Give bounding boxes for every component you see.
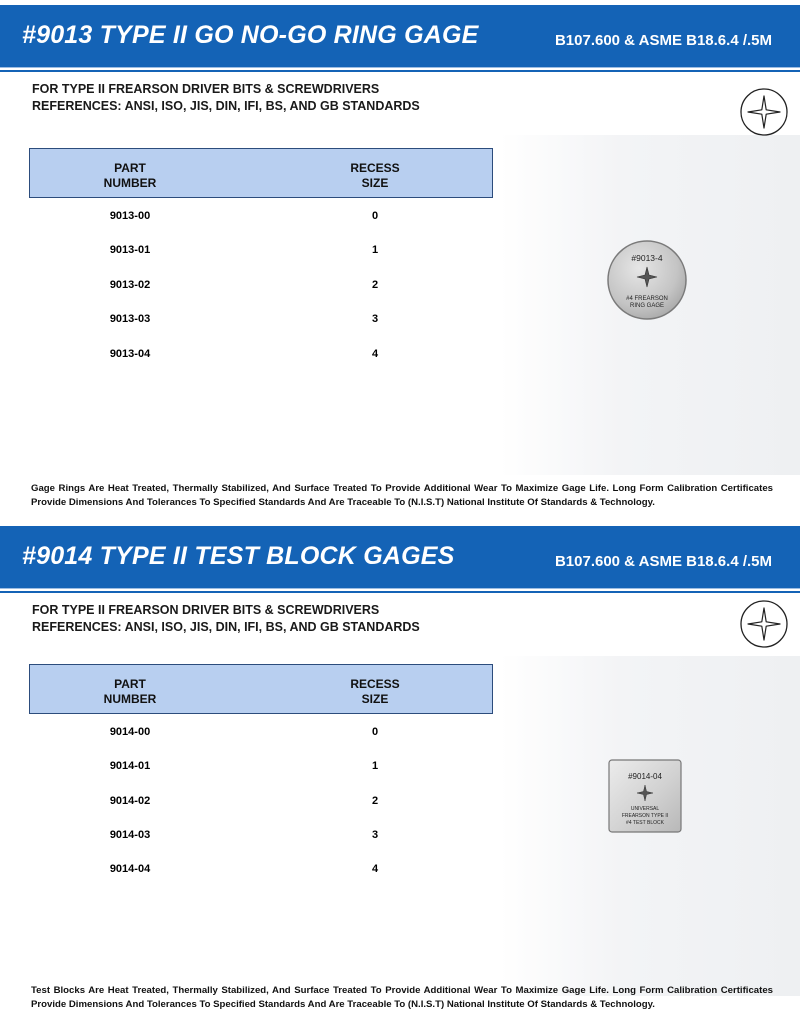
section-9014 (0, 526, 800, 1029)
header-line: NUMBER (103, 692, 157, 706)
table-row (29, 210, 499, 224)
section-title: #9014 TYPE II TEST BLOCK GAGES (22, 542, 455, 570)
header-line: PART (114, 677, 146, 691)
table-header (29, 148, 493, 198)
table-row (29, 726, 499, 740)
table-row (29, 348, 499, 362)
column-header-recess-size (325, 161, 425, 191)
product-label-line1: UNIVERSAL (630, 806, 660, 812)
recess-size-cell: 2 (371, 279, 379, 291)
header-line: NUMBER (103, 176, 157, 190)
banner-rule (0, 588, 800, 593)
section-subheading (32, 81, 420, 115)
header-line: SIZE (361, 692, 389, 706)
table-row (29, 829, 499, 843)
header-line: RECESS (350, 161, 400, 175)
product-label-line2: FREARSON TYPE II (621, 813, 669, 819)
standard-reference: B107.600 & ASME B18.6.4 /.5M (554, 553, 772, 570)
table-row (29, 313, 499, 327)
column-header-part-number (80, 161, 180, 191)
recess-size-cell: 2 (371, 795, 379, 807)
column-header-part-number (80, 677, 180, 707)
table-row (29, 760, 499, 774)
standard-reference: B107.600 & ASME B18.6.4 /.5M (554, 32, 772, 49)
banner-rule (0, 67, 800, 72)
part-number-cell: 9013-03 (109, 313, 151, 325)
recess-size-cell: 0 (371, 210, 379, 222)
product-label-top: #9013-4 (631, 253, 663, 263)
part-number-cell: 9013-00 (109, 210, 151, 222)
section-title: #9013 TYPE II GO NO-GO RING GAGE (22, 21, 479, 49)
part-number-cell: 9014-03 (109, 829, 151, 841)
subhead-line-2: REFERENCES: ANSI, ISO, JIS, DIN, IFI, BS, AND GB STANDARDS (32, 99, 420, 113)
recess-size-cell: 3 (371, 829, 379, 841)
header-line: SIZE (361, 176, 389, 190)
test-block-image (608, 759, 682, 833)
column-header-recess-size (325, 677, 425, 707)
section-subheading (32, 602, 420, 636)
recess-size-cell: 4 (371, 348, 379, 360)
subhead-line-2: REFERENCES: ANSI, ISO, JIS, DIN, IFI, BS, AND GB STANDARDS (32, 620, 420, 634)
frearson-cross-icon (739, 599, 789, 649)
product-label-top: #9014-04 (628, 772, 662, 781)
recess-size-cell: 4 (371, 863, 379, 875)
footnote: Test Blocks Are Heat Treated, Thermally Stabilized, And Surface Treated To Provide Additional Wear To Maximize Gage Life. Long Form Calibration Certificates Provide Dimensions And Tolerances To Specified Standards And Are Traceable To (N.I.S.T) National Institute Of Standards & Technology. (31, 985, 773, 1010)
part-number-cell: 9014-02 (109, 795, 151, 807)
subhead-line-1: FOR TYPE II FREARSON DRIVER BITS & SCREWDRIVERS (32, 603, 380, 617)
section-banner (0, 5, 800, 67)
ring-gage-image (606, 239, 688, 321)
table-row (29, 244, 499, 258)
part-number-cell: 9014-01 (109, 760, 151, 772)
section-banner (0, 526, 800, 588)
part-number-cell: 9014-04 (109, 863, 151, 875)
recess-size-cell: 1 (371, 760, 379, 772)
section-9013 (0, 5, 800, 520)
frearson-cross-icon (739, 87, 789, 137)
part-number-cell: 9013-02 (109, 279, 151, 291)
header-line: PART (114, 161, 146, 175)
header-line: RECESS (350, 677, 400, 691)
product-label-line2: RING GAGE (629, 303, 665, 309)
part-number-cell: 9013-01 (109, 244, 151, 256)
product-label-line3: #4 TEST BLOCK (626, 820, 664, 826)
table-row (29, 795, 499, 809)
recess-size-cell: 3 (371, 313, 379, 325)
table-row (29, 863, 499, 877)
part-number-cell: 9014-00 (109, 726, 151, 738)
recess-size-cell: 1 (371, 244, 379, 256)
product-label-line1: #4 FREARSON (626, 296, 668, 302)
footnote: Gage Rings Are Heat Treated, Thermally Stabilized, And Surface Treated To Provide Additional Wear To Maximize Gage Life. Long Form Calibration Certificates Provide Dimensions And Tolerances To Specified Standards And Are Traceable To (N.I.S.T) National Institute Of Standards & Technology. (31, 483, 773, 508)
table-row (29, 279, 499, 293)
subhead-line-1: FOR TYPE II FREARSON DRIVER BITS & SCREWDRIVERS (32, 82, 380, 96)
part-number-cell: 9013-04 (109, 348, 151, 360)
table-header (29, 664, 493, 714)
recess-size-cell: 0 (371, 726, 379, 738)
